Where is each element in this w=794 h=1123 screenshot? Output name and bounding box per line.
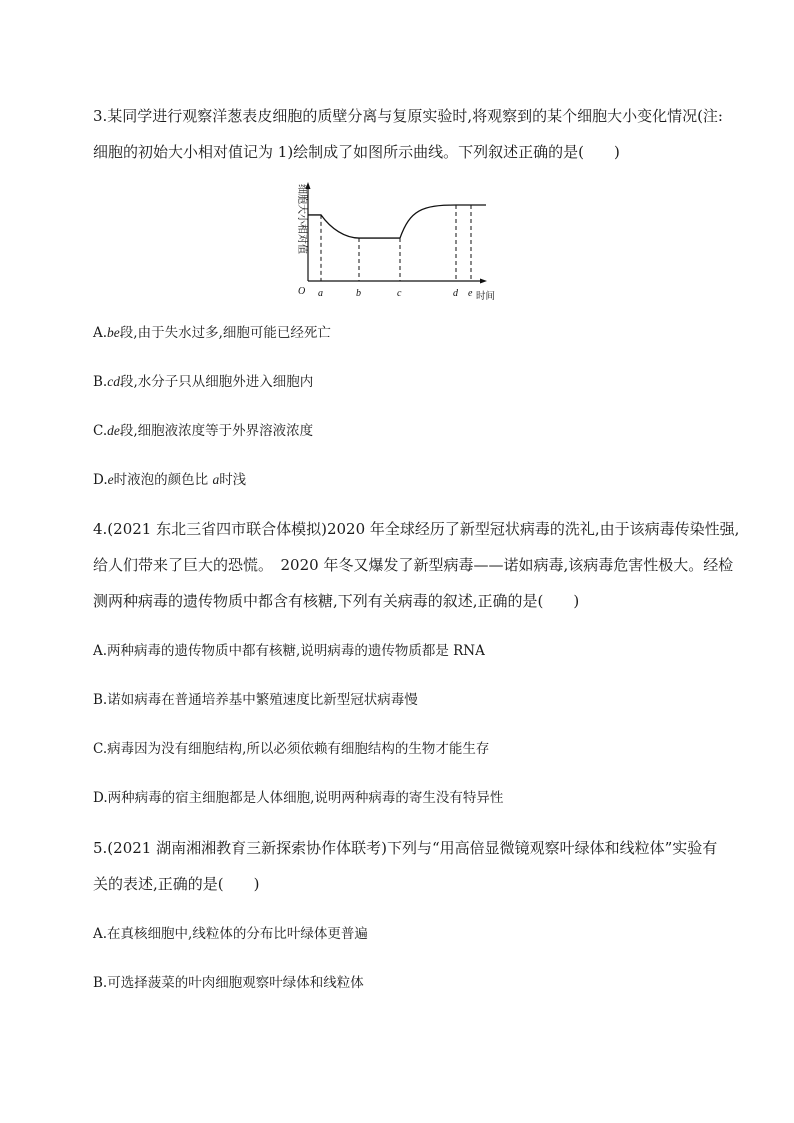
option-text: 段,水分子只从细胞外进入细胞内 — [119, 374, 314, 390]
option-text: 时液泡的颜色比 — [113, 472, 209, 488]
q4-option-b[interactable]: B.诺如病毒在普通培养基中繁殖速度比新型冠状病毒慢 — [93, 692, 418, 708]
q4-stem-line3: 测两种病毒的遗传物质中都含有核糖,下列有关病毒的叙述,正确的是( ) — [93, 592, 580, 610]
option-var: a — [212, 472, 220, 487]
x-tick-d: d — [453, 288, 458, 299]
origin-label: O — [298, 286, 306, 297]
option-var: cd — [107, 374, 120, 389]
q3-option-c[interactable] — [93, 421, 313, 441]
option-text: 段,细胞液浓度等于外界溶液浓度 — [119, 423, 314, 439]
option-prefix: C. — [93, 423, 108, 439]
q5-option-a[interactable]: A.在真核细胞中,线粒体的分布比叶绿体更普遍 — [93, 926, 368, 942]
x-axis-arrow — [480, 279, 487, 284]
q3-stem-line1: 3.某同学进行观察洋葱表皮细胞的质壁分离与复原实验时,将观察到的某个细胞大小变化情况(注: — [93, 107, 723, 125]
y-axis-label: 细胞大小相对值 — [296, 184, 307, 254]
x-tick-e: e — [468, 288, 473, 299]
q5-stem-line1: 5.(2021 湖南湘湘教育三新探索协作体联考)下列与“用高倍显微镜观察叶绿体和线粒体”实验有 — [93, 839, 718, 857]
q3-option-b[interactable] — [93, 372, 313, 392]
option-var: be — [107, 325, 120, 340]
q4-option-d[interactable]: D.两种病毒的宿主细胞都是人体细胞,说明两种病毒的寄生没有特异性 — [93, 790, 504, 806]
x-tick-a: a — [318, 288, 323, 299]
option-text: 段,由于失水过多,细胞可能已经死亡 — [119, 325, 331, 341]
option-prefix: B. — [93, 374, 108, 390]
cell-size-chart — [282, 176, 512, 306]
q5-option-b[interactable]: B.可选择菠菜的叶肉细胞观察叶绿体和线粒体 — [93, 975, 364, 991]
x-tick-b: b — [356, 288, 361, 299]
option-prefix: D. — [93, 472, 108, 488]
q3-option-d[interactable] — [93, 470, 246, 490]
option-var: de — [107, 423, 120, 438]
q4-stem-line1: 4.(2021 东北三省四市联合体模拟)2020 年全球经历了新型冠状病毒的洗礼,由于该病毒传染性强, — [93, 520, 740, 538]
curve-series — [308, 205, 486, 238]
q4-option-c[interactable]: C.病毒因为没有细胞结构,所以必须依赖有细胞结构的生物才能生存 — [93, 741, 490, 757]
q4-stem-line2: 给人们带来了巨大的恐慌。 2020 年冬又爆发了新型病毒——诺如病毒,该病毒危害性极大。经检 — [93, 556, 734, 574]
x-tick-c: c — [397, 288, 402, 299]
option-text: 时浅 — [219, 472, 247, 488]
q5-stem-line2: 关的表述,正确的是( ) — [93, 875, 260, 893]
x-axis-label: 时间 — [476, 291, 496, 302]
option-var: e — [107, 472, 114, 487]
q4-option-a[interactable]: A.两种病毒的遗传物质中都有核糖,说明病毒的遗传物质都是 RNA — [93, 643, 485, 659]
q3-option-a[interactable] — [93, 323, 331, 343]
option-prefix: A. — [93, 325, 108, 341]
q3-stem-line2: 细胞的初始大小相对值记为 1)绘制成了如图所示曲线。下列叙述正确的是( ) — [93, 143, 620, 161]
